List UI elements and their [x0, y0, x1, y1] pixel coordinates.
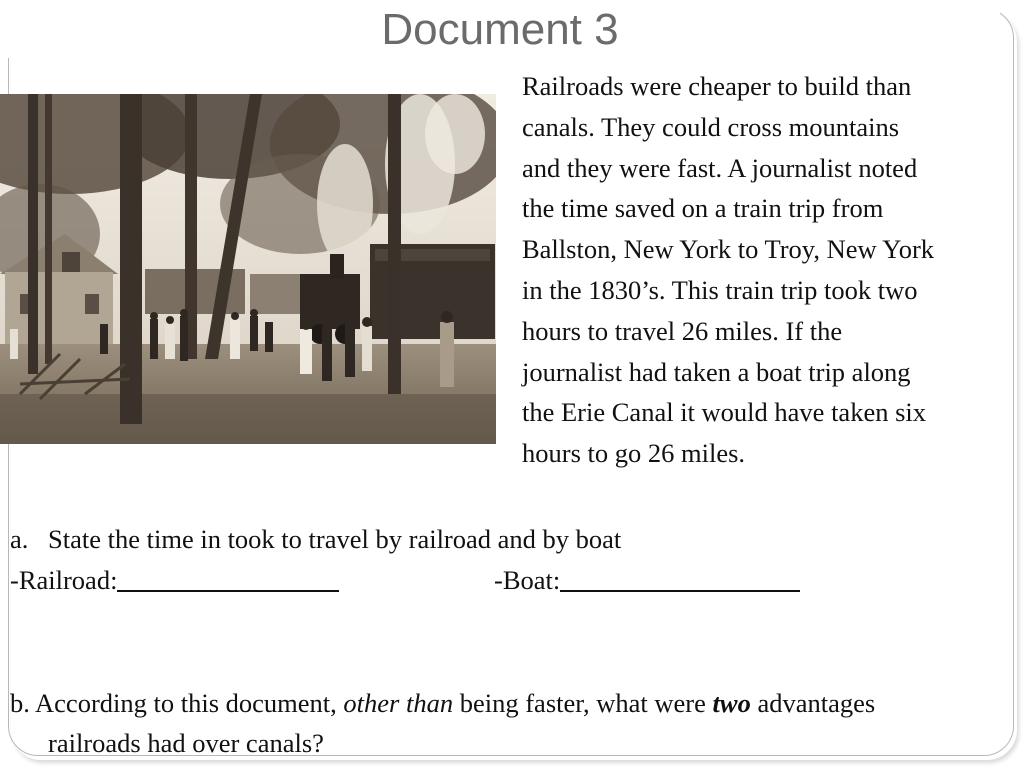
question-b-part2: being faster, what were	[453, 688, 713, 718]
question-a	[10, 519, 621, 559]
boat-label: -Boat:	[494, 565, 561, 595]
question-b-line2: railroads had over canals?	[48, 728, 324, 758]
boat-answer-blank[interactable]	[560, 564, 800, 592]
question-b-part3: advantages	[750, 688, 876, 718]
historic-train-photo	[0, 94, 496, 444]
passage-line: hours to go 26 miles.	[522, 438, 746, 469]
passage-line: Ballston, New York to Troy, New York	[522, 234, 935, 265]
passage-line: in the 1830’s. This train trip took two	[522, 274, 918, 305]
passage-line: canals. They could cross mountains	[522, 111, 900, 142]
question-a-text: State the time in took to travel by railroad and by boat	[48, 524, 622, 554]
passage-line: hours to travel 26 miles. If the	[522, 315, 843, 346]
railroad-answer	[10, 560, 339, 600]
boat-answer	[494, 560, 800, 600]
passage-line: journalist had taken a boat trip along	[522, 356, 911, 387]
question-b	[10, 683, 1010, 763]
railroad-answer-blank[interactable]	[117, 564, 339, 592]
question-b-part1: b. According to this document,	[10, 688, 344, 718]
passage-line: the time saved on a train trip from	[522, 193, 884, 224]
passage-text	[522, 66, 1012, 474]
question-b-italic: other than	[343, 688, 454, 718]
page-title: Document 3	[0, 2, 1000, 58]
passage-line: and they were fast. A journalist noted	[522, 152, 918, 183]
question-b-line1	[10, 683, 1010, 723]
passage-line: the Erie Canal it would have taken six	[522, 397, 927, 428]
question-b-emphasis: two	[712, 688, 751, 718]
question-a-number: a.	[10, 524, 29, 554]
railroad-label: -Railroad:	[10, 565, 118, 595]
passage-line: Railroads were cheaper to build than	[522, 71, 912, 101]
